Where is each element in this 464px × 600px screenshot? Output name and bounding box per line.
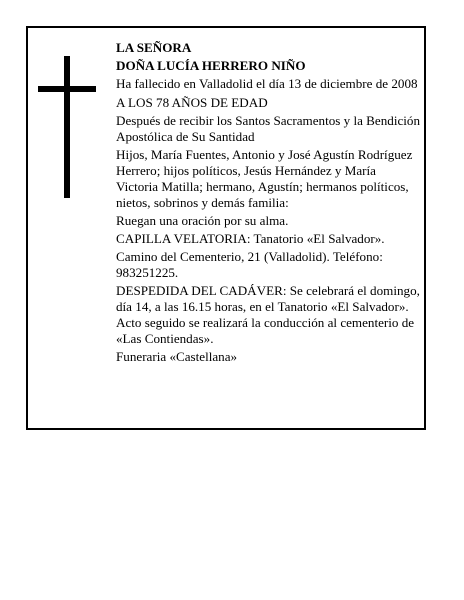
sacraments-line: Después de recibir los Santos Sacramentos y la Bendición Apostólica de Su Santidad [116, 112, 420, 144]
prayer-line: Ruegan una oración por su alma. [116, 212, 289, 228]
address-line: Camino del Cementerio, 21 (Valladolid). Teléfono: 983251225. [116, 249, 383, 281]
family-line: Hijos, María Fuentes, Antonio y José Agustín Rodríguez Herrero; hijos políticos, Jesús Hernández y María Victoria Matilla; hermano, Agustín; hermanos políticos, nietos, sobrinos y demás familia: [116, 146, 413, 210]
notice-text [116, 40, 420, 367]
deceased-name: DOÑA LUCÍA HERRERO NIÑO [116, 58, 306, 74]
farewell-line: DESPEDIDA DEL CADÁVER: Se celebrará el domingo, día 14, a las 16.15 horas, en el Tanatorio «El Salvador». Acto seguido se realizará la conducción al cementerio de «Las Contiendas». [116, 283, 420, 347]
chapel-line: CAPILLA VELATORIA: Tanatorio «El Salvador». [116, 231, 385, 247]
death-info: Ha fallecido en Valladolid el día 13 de diciembre de 2008 [116, 76, 418, 92]
funeral-home-line: Funeraria «Castellana» [116, 349, 238, 365]
age-line: A LOS 78 AÑOS DE EDAD [116, 94, 268, 110]
obituary-notice [26, 26, 426, 430]
heading-title: LA SEÑORA [116, 40, 192, 55]
cross-horizontal-bar [38, 86, 96, 92]
cross-icon [38, 56, 96, 198]
cross-vertical-bar [64, 56, 70, 198]
